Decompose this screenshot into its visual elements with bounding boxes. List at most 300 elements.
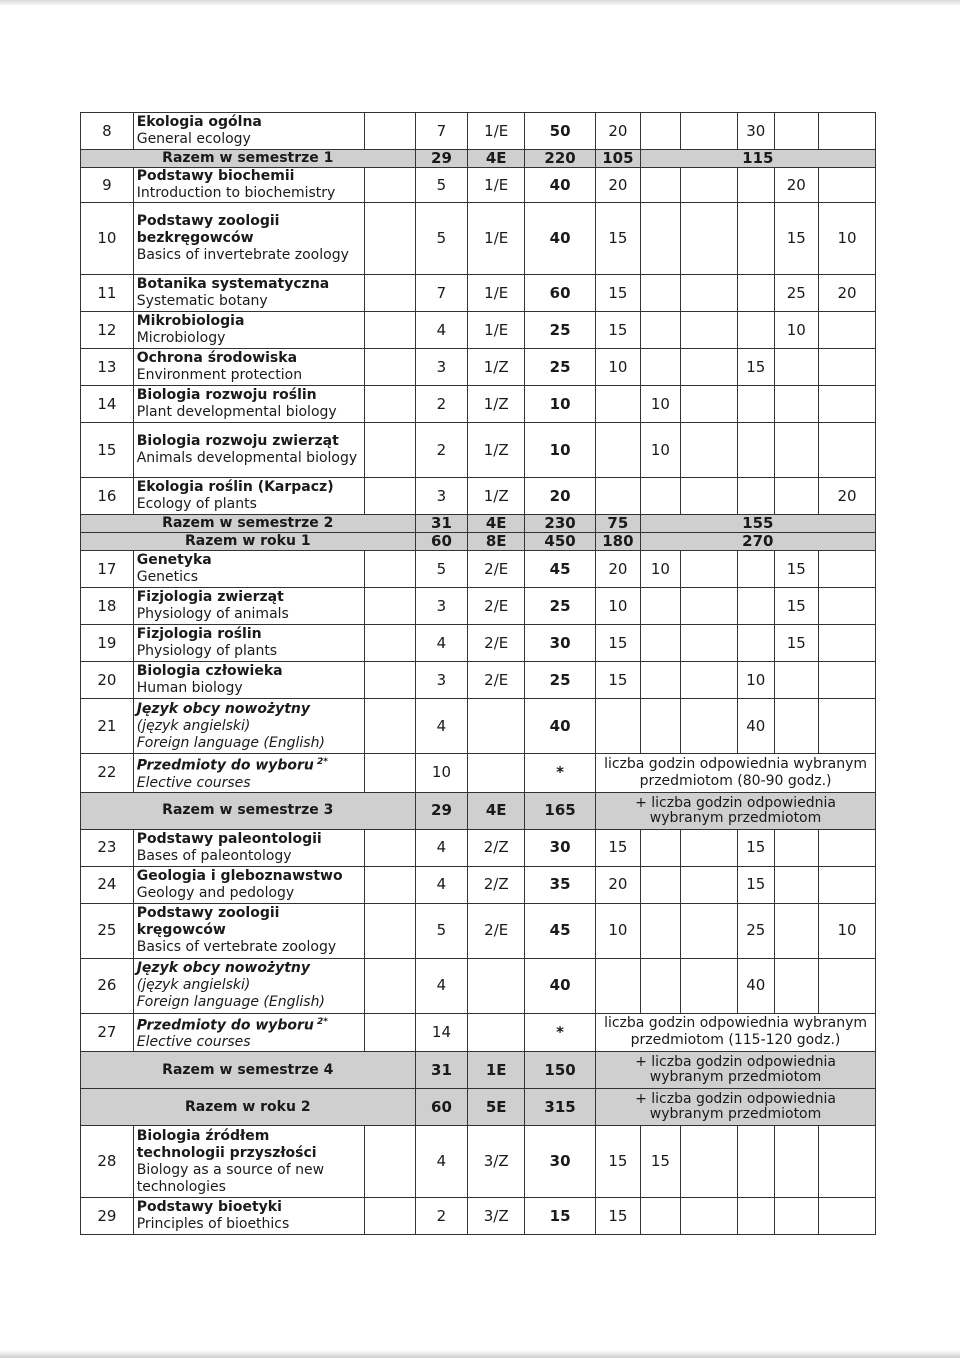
table-row bbox=[81, 792, 876, 829]
hours-cell-2 bbox=[640, 958, 681, 1013]
total-hours: 450 bbox=[525, 533, 596, 551]
blank-cell bbox=[364, 168, 415, 203]
total-hours: 25 bbox=[525, 349, 596, 386]
exam-form: 4E bbox=[468, 515, 525, 533]
hours-cell-5: 10 bbox=[774, 312, 819, 349]
hours-cell-1 bbox=[596, 386, 641, 423]
hours-cell-3 bbox=[681, 168, 738, 203]
course-name-pl: Ochrona środowiska bbox=[136, 350, 298, 366]
hours-cell-3 bbox=[681, 625, 738, 662]
exam-form: 3/Z bbox=[468, 1126, 525, 1198]
hours-cell-5 bbox=[774, 423, 819, 478]
hours-cell-2 bbox=[640, 478, 681, 515]
ects-value: 5 bbox=[415, 551, 468, 588]
row-number: 17 bbox=[81, 551, 134, 588]
exam-form: 4E bbox=[468, 792, 525, 829]
hours-cell-6: 10 bbox=[819, 203, 876, 275]
row-number: 11 bbox=[81, 275, 134, 312]
course-name-en: Basics of invertebrate zoology bbox=[136, 247, 349, 263]
hours-cell-1: 15 bbox=[596, 1198, 641, 1235]
row-number: 25 bbox=[81, 903, 134, 958]
hours-cell-4 bbox=[738, 203, 775, 275]
page-edge-bottom bbox=[0, 1350, 960, 1358]
total-hours: 45 bbox=[525, 551, 596, 588]
row-number: 10 bbox=[81, 203, 134, 275]
hours-cell-5: 15 bbox=[774, 551, 819, 588]
exam-form: 2/E bbox=[468, 551, 525, 588]
total-hours: 25 bbox=[525, 662, 596, 699]
ects-value: 2 bbox=[415, 423, 468, 478]
course-name bbox=[133, 903, 364, 958]
course-name-en: Microbiology bbox=[136, 330, 226, 346]
hours-cell-1: 20 bbox=[596, 113, 641, 150]
hours-cell-5 bbox=[774, 1198, 819, 1235]
course-name bbox=[133, 423, 364, 478]
hours-cell-1: 10 bbox=[596, 349, 641, 386]
hours-cell-4 bbox=[738, 478, 775, 515]
total-hours: 25 bbox=[525, 312, 596, 349]
hours-cell-2 bbox=[640, 903, 681, 958]
table-row bbox=[81, 866, 876, 903]
hours-cell-2 bbox=[640, 866, 681, 903]
total-hours: 30 bbox=[525, 625, 596, 662]
hours-cell-6 bbox=[819, 829, 876, 866]
summary-label: Razem w roku 2 bbox=[81, 1089, 416, 1126]
exam-form: 1/E bbox=[468, 312, 525, 349]
hours-cell-5: 15 bbox=[774, 588, 819, 625]
row-number: 28 bbox=[81, 1126, 134, 1198]
hours-cell-6 bbox=[819, 699, 876, 754]
hours-lecture-sum: 180 bbox=[596, 533, 641, 551]
exam-form: 5E bbox=[468, 1089, 525, 1126]
hours-cell-4 bbox=[738, 1126, 775, 1198]
summary-label: Razem w semestrze 3 bbox=[81, 792, 416, 829]
course-name bbox=[133, 113, 364, 150]
hours-cell-3 bbox=[681, 1198, 738, 1235]
hours-cell-1 bbox=[596, 478, 641, 515]
ects-value: 4 bbox=[415, 829, 468, 866]
hours-cell-5: 15 bbox=[774, 203, 819, 275]
course-name-en: Human biology bbox=[136, 680, 243, 696]
summary-label: Razem w roku 1 bbox=[81, 533, 416, 551]
hours-cell-2: 15 bbox=[640, 1126, 681, 1198]
table-row bbox=[81, 1198, 876, 1235]
exam-form: 2/E bbox=[468, 903, 525, 958]
course-name-en: (język angielski) bbox=[136, 717, 251, 734]
exam-form: 3/Z bbox=[468, 1198, 525, 1235]
table-row bbox=[81, 150, 876, 168]
hours-practice-sum: 155 bbox=[640, 515, 875, 533]
exam-form: 2/E bbox=[468, 625, 525, 662]
hours-note: liczba godzin odpowiednia wybranym przedmiotom (80-90 godz.) bbox=[596, 754, 876, 793]
hours-cell-4 bbox=[738, 275, 775, 312]
hours-cell-3 bbox=[681, 1126, 738, 1198]
course-name bbox=[133, 1126, 364, 1198]
row-number: 13 bbox=[81, 349, 134, 386]
table-row bbox=[81, 312, 876, 349]
footnote-mark: 2* bbox=[313, 757, 329, 767]
course-name bbox=[133, 168, 364, 203]
total-hours: 25 bbox=[525, 588, 596, 625]
hours-cell-4 bbox=[738, 168, 775, 203]
hours-cell-5: 15 bbox=[774, 625, 819, 662]
summary-label: Razem w semestrze 2 bbox=[81, 515, 416, 533]
hours-cell-5 bbox=[774, 662, 819, 699]
hours-cell-2 bbox=[640, 1198, 681, 1235]
hours-cell-3 bbox=[681, 386, 738, 423]
hours-cell-1: 15 bbox=[596, 312, 641, 349]
total-hours: 35 bbox=[525, 866, 596, 903]
row-number: 9 bbox=[81, 168, 134, 203]
course-name bbox=[133, 754, 364, 793]
hours-cell-5 bbox=[774, 866, 819, 903]
total-hours: 10 bbox=[525, 386, 596, 423]
table-row bbox=[81, 1013, 876, 1052]
hours-cell-5 bbox=[774, 1126, 819, 1198]
course-name-en: Foreign language (English) bbox=[136, 734, 325, 751]
row-number: 20 bbox=[81, 662, 134, 699]
hours-note: liczba godzin odpowiednia wybranym przedmiotom (115-120 godz.) bbox=[596, 1013, 876, 1052]
hours-cell-5 bbox=[774, 958, 819, 1013]
hours-cell-1: 15 bbox=[596, 1126, 641, 1198]
hours-cell-1: 20 bbox=[596, 168, 641, 203]
hours-cell-2 bbox=[640, 203, 681, 275]
course-name-pl: Podstawy zoologii kręgowców bbox=[136, 905, 280, 939]
ects-value: 5 bbox=[415, 903, 468, 958]
hours-cell-2 bbox=[640, 349, 681, 386]
hours-cell-5 bbox=[774, 903, 819, 958]
course-name bbox=[133, 866, 364, 903]
hours-cell-3 bbox=[681, 203, 738, 275]
blank-cell bbox=[364, 203, 415, 275]
hours-cell-5 bbox=[774, 386, 819, 423]
blank-cell bbox=[364, 625, 415, 662]
ects-value: 2 bbox=[415, 386, 468, 423]
course-name bbox=[133, 588, 364, 625]
hours-cell-2 bbox=[640, 312, 681, 349]
exam-form: 2/Z bbox=[468, 829, 525, 866]
row-number: 26 bbox=[81, 958, 134, 1013]
hours-cell-6 bbox=[819, 312, 876, 349]
hours-cell-3 bbox=[681, 958, 738, 1013]
hours-cell-3 bbox=[681, 588, 738, 625]
hours-cell-3 bbox=[681, 478, 738, 515]
exam-form: 1/Z bbox=[468, 478, 525, 515]
ects-value: 31 bbox=[415, 515, 468, 533]
ects-value: 3 bbox=[415, 662, 468, 699]
curriculum-table bbox=[80, 112, 876, 1235]
exam-form: 1/E bbox=[468, 168, 525, 203]
table-row bbox=[81, 168, 876, 203]
course-name-en: Geology and pedology bbox=[136, 884, 295, 901]
ects-value: 29 bbox=[415, 792, 468, 829]
table-row bbox=[81, 699, 876, 754]
table-row bbox=[81, 625, 876, 662]
hours-cell-5 bbox=[774, 478, 819, 515]
course-name-en: Foreign language (English) bbox=[136, 994, 325, 1011]
hours-cell-4 bbox=[738, 551, 775, 588]
hours-practice-sum: 115 bbox=[640, 150, 875, 168]
table-row bbox=[81, 903, 876, 958]
row-number: 16 bbox=[81, 478, 134, 515]
blank-cell bbox=[364, 903, 415, 958]
ects-value: 14 bbox=[415, 1013, 468, 1052]
ects-value: 3 bbox=[415, 588, 468, 625]
blank-cell bbox=[364, 958, 415, 1013]
hours-cell-4: 40 bbox=[738, 958, 775, 1013]
curriculum-table-body bbox=[81, 113, 876, 1235]
total-hours: * bbox=[525, 754, 596, 793]
blank-cell bbox=[364, 588, 415, 625]
hours-cell-6 bbox=[819, 866, 876, 903]
course-name bbox=[133, 625, 364, 662]
course-name-pl: Biologia źródłem technologii przyszłości bbox=[136, 1127, 317, 1161]
hours-cell-4: 25 bbox=[738, 903, 775, 958]
hours-cell-2: 10 bbox=[640, 423, 681, 478]
hours-cell-3 bbox=[681, 829, 738, 866]
hours-practice-sum: 270 bbox=[640, 533, 875, 551]
row-number: 18 bbox=[81, 588, 134, 625]
course-name-pl: Podstawy zoologii bezkręgowców bbox=[136, 213, 280, 246]
hours-cell-5 bbox=[774, 113, 819, 150]
hours-cell-6 bbox=[819, 1198, 876, 1235]
course-name-en: Animals developmental biology bbox=[136, 450, 358, 466]
hours-cell-5: 25 bbox=[774, 275, 819, 312]
table-row bbox=[81, 113, 876, 150]
hours-cell-6 bbox=[819, 168, 876, 203]
total-hours: 165 bbox=[525, 792, 596, 829]
exam-form: 2/E bbox=[468, 662, 525, 699]
course-name bbox=[133, 386, 364, 423]
course-name-en: General ecology bbox=[136, 131, 251, 147]
hours-cell-3 bbox=[681, 866, 738, 903]
hours-cell-5 bbox=[774, 699, 819, 754]
course-name-en: Genetics bbox=[136, 569, 199, 585]
exam-form: 1/E bbox=[468, 203, 525, 275]
course-name bbox=[133, 275, 364, 312]
course-name-pl: Geologia i gleboznawstwo bbox=[136, 867, 343, 884]
hours-cell-6 bbox=[819, 386, 876, 423]
hours-cell-5 bbox=[774, 829, 819, 866]
course-name-en: Physiology of plants bbox=[136, 643, 278, 659]
course-name-pl: Podstawy biochemii bbox=[136, 168, 295, 184]
hours-note: + liczba godzin odpowiednia wybranym przedmiotom bbox=[596, 792, 876, 829]
hours-cell-1: 15 bbox=[596, 829, 641, 866]
total-hours: 220 bbox=[525, 150, 596, 168]
hours-note: + liczba godzin odpowiednia wybranym przedmiotom bbox=[596, 1089, 876, 1126]
row-number: 21 bbox=[81, 699, 134, 754]
course-name bbox=[133, 699, 364, 754]
hours-cell-4 bbox=[738, 312, 775, 349]
course-name-en: Ecology of plants bbox=[136, 496, 257, 512]
blank-cell bbox=[364, 349, 415, 386]
blank-cell bbox=[364, 386, 415, 423]
hours-cell-2 bbox=[640, 625, 681, 662]
hours-cell-1 bbox=[596, 423, 641, 478]
course-name bbox=[133, 312, 364, 349]
total-hours: 40 bbox=[525, 699, 596, 754]
course-name-en: Physiology of animals bbox=[136, 606, 289, 622]
hours-cell-1: 15 bbox=[596, 662, 641, 699]
table-row bbox=[81, 275, 876, 312]
page-edge-top bbox=[0, 0, 960, 6]
total-hours: 315 bbox=[525, 1089, 596, 1126]
hours-cell-6: 10 bbox=[819, 903, 876, 958]
table-row bbox=[81, 515, 876, 533]
hours-cell-1: 15 bbox=[596, 275, 641, 312]
exam-form bbox=[468, 1013, 525, 1052]
table-row bbox=[81, 829, 876, 866]
course-name bbox=[133, 958, 364, 1013]
exam-form bbox=[468, 958, 525, 1013]
table-row bbox=[81, 958, 876, 1013]
course-name bbox=[133, 662, 364, 699]
total-hours: 15 bbox=[525, 1198, 596, 1235]
hours-cell-6 bbox=[819, 958, 876, 1013]
total-hours: 45 bbox=[525, 903, 596, 958]
course-name-en: Introduction to biochemistry bbox=[136, 185, 336, 201]
row-number: 22 bbox=[81, 754, 134, 793]
blank-cell bbox=[364, 754, 415, 793]
hours-cell-2: 10 bbox=[640, 551, 681, 588]
blank-cell bbox=[364, 275, 415, 312]
hours-cell-1 bbox=[596, 958, 641, 1013]
blank-cell bbox=[364, 1013, 415, 1052]
course-name-pl: Ekologia roślin (Karpacz) bbox=[136, 479, 334, 495]
hours-cell-5: 20 bbox=[774, 168, 819, 203]
blank-cell bbox=[364, 866, 415, 903]
hours-cell-4: 30 bbox=[738, 113, 775, 150]
hours-cell-6 bbox=[819, 625, 876, 662]
total-hours: 30 bbox=[525, 829, 596, 866]
ects-value: 31 bbox=[415, 1052, 468, 1089]
row-number: 15 bbox=[81, 423, 134, 478]
table-row bbox=[81, 1052, 876, 1089]
course-name-en: Systematic botany bbox=[136, 293, 268, 309]
hours-cell-5 bbox=[774, 349, 819, 386]
hours-cell-1: 20 bbox=[596, 551, 641, 588]
ects-value: 7 bbox=[415, 113, 468, 150]
total-hours: 10 bbox=[525, 423, 596, 478]
exam-form: 1/Z bbox=[468, 349, 525, 386]
hours-cell-1: 15 bbox=[596, 203, 641, 275]
course-name bbox=[133, 203, 364, 275]
ects-value: 4 bbox=[415, 699, 468, 754]
course-name-pl: Podstawy bioetyki bbox=[136, 1199, 282, 1216]
blank-cell bbox=[364, 662, 415, 699]
total-hours: 60 bbox=[525, 275, 596, 312]
course-name-en: Bases of paleontology bbox=[136, 847, 292, 864]
course-name-pl: Język obcy nowożytny bbox=[136, 960, 311, 977]
hours-cell-1: 20 bbox=[596, 866, 641, 903]
ects-value: 4 bbox=[415, 958, 468, 1013]
row-number: 19 bbox=[81, 625, 134, 662]
hours-cell-3 bbox=[681, 903, 738, 958]
hours-cell-2: 10 bbox=[640, 386, 681, 423]
hours-cell-1: 15 bbox=[596, 625, 641, 662]
hours-cell-4 bbox=[738, 423, 775, 478]
course-name-pl: Biologia rozwoju roślin bbox=[136, 387, 317, 403]
blank-cell bbox=[364, 113, 415, 150]
ects-value: 4 bbox=[415, 625, 468, 662]
table-row bbox=[81, 754, 876, 793]
course-name bbox=[133, 478, 364, 515]
hours-cell-3 bbox=[681, 275, 738, 312]
hours-cell-2 bbox=[640, 588, 681, 625]
hours-cell-1: 10 bbox=[596, 588, 641, 625]
hours-cell-3 bbox=[681, 349, 738, 386]
hours-cell-2 bbox=[640, 113, 681, 150]
ects-value: 5 bbox=[415, 168, 468, 203]
table-row bbox=[81, 662, 876, 699]
hours-cell-6 bbox=[819, 113, 876, 150]
total-hours: 30 bbox=[525, 1126, 596, 1198]
course-name bbox=[133, 1013, 364, 1052]
ects-value: 3 bbox=[415, 349, 468, 386]
ects-value: 60 bbox=[415, 533, 468, 551]
course-name-pl: Język obcy nowożytny bbox=[136, 700, 311, 717]
course-name bbox=[133, 551, 364, 588]
course-name-pl: Mikrobiologia bbox=[136, 313, 245, 329]
course-name-en: Environment protection bbox=[136, 367, 303, 383]
total-hours: 20 bbox=[525, 478, 596, 515]
exam-form: 1/E bbox=[468, 275, 525, 312]
table-row bbox=[81, 588, 876, 625]
hours-cell-2 bbox=[640, 829, 681, 866]
hours-cell-1: 10 bbox=[596, 903, 641, 958]
total-hours: 40 bbox=[525, 203, 596, 275]
row-number: 14 bbox=[81, 386, 134, 423]
exam-form: 2/E bbox=[468, 588, 525, 625]
hours-cell-4: 10 bbox=[738, 662, 775, 699]
ects-value: 29 bbox=[415, 150, 468, 168]
course-name-pl: Genetyka bbox=[136, 552, 212, 568]
course-name-en: Basics of vertebrate zoology bbox=[136, 939, 337, 956]
hours-cell-2 bbox=[640, 699, 681, 754]
hours-cell-6 bbox=[819, 551, 876, 588]
hours-cell-4 bbox=[738, 386, 775, 423]
course-name-pl: Przedmioty do wyboru $^{2*}$ bbox=[136, 1016, 329, 1034]
blank-cell bbox=[364, 1126, 415, 1198]
blank-cell bbox=[364, 423, 415, 478]
course-name bbox=[133, 349, 364, 386]
table-row bbox=[81, 1126, 876, 1198]
hours-cell-1 bbox=[596, 699, 641, 754]
row-number: 8 bbox=[81, 113, 134, 150]
ects-value: 7 bbox=[415, 275, 468, 312]
ects-value: 3 bbox=[415, 478, 468, 515]
exam-form: 1/Z bbox=[468, 386, 525, 423]
course-name-pl: Podstawy paleontologii bbox=[136, 830, 322, 847]
total-hours: 40 bbox=[525, 168, 596, 203]
hours-cell-6 bbox=[819, 588, 876, 625]
hours-cell-3 bbox=[681, 113, 738, 150]
course-name-pl: Fizjologia roślin bbox=[136, 626, 262, 642]
hours-cell-3 bbox=[681, 662, 738, 699]
exam-form bbox=[468, 699, 525, 754]
hours-cell-6 bbox=[819, 662, 876, 699]
course-name-en: Biology as a source of new technologies bbox=[136, 1161, 325, 1195]
total-hours: * bbox=[525, 1013, 596, 1052]
hours-cell-6 bbox=[819, 423, 876, 478]
table-row bbox=[81, 423, 876, 478]
ects-value: 2 bbox=[415, 1198, 468, 1235]
hours-cell-2 bbox=[640, 275, 681, 312]
table-row bbox=[81, 386, 876, 423]
summary-label: Razem w semestrze 4 bbox=[81, 1052, 416, 1089]
blank-cell bbox=[364, 699, 415, 754]
course-name-pl: Fizjologia zwierząt bbox=[136, 589, 284, 605]
